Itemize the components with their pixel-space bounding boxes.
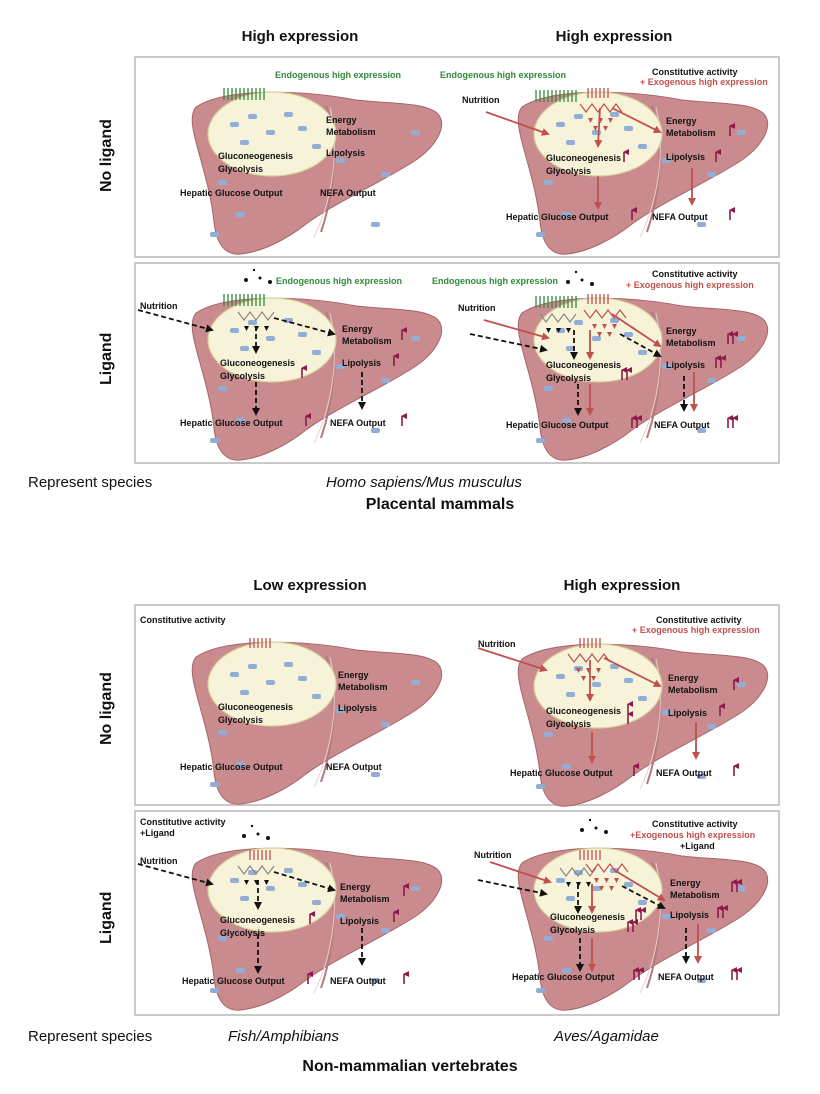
br-nefa-label: NEFA Output [656, 768, 712, 778]
cr-metabolism-label: Metabolism [670, 890, 720, 900]
lr-constitutive-label: Constitutive activity [652, 269, 738, 279]
bottom-left-column-heading: Low expression [253, 577, 367, 594]
tl-gluconeogenesis-label: Gluconeogenesis [218, 151, 294, 161]
lr-hgo-label: Hepatic Glucose Output [506, 420, 609, 430]
bottom-species-left: Fish/Amphibians [228, 1028, 339, 1045]
cl-constitutive-label: Constitutive activity [140, 817, 226, 827]
top-species: Homo sapiens/Mus musculus [326, 474, 522, 491]
cl-nutrition-label: Nutrition [140, 856, 178, 866]
bl-nefa-label: NEFA Output [326, 762, 382, 772]
cl-metabolism-label: Metabolism [340, 894, 390, 904]
cr-gluconeogenesis-label: Gluconeogenesis [550, 912, 626, 922]
cr-hgo-label: Hepatic Glucose Output [512, 972, 615, 982]
ll-glycolysis-label: Glycolysis [220, 371, 266, 381]
tr-glycolysis-label: Glycolysis [546, 166, 592, 176]
tr-endogenous-label: Endogenous high expression [440, 70, 567, 80]
bottom-species-right: Aves/Agamidae [554, 1028, 659, 1045]
bottom-species-label: Represent species [28, 1028, 153, 1045]
cl-hgo-label: Hepatic Glucose Output [182, 976, 285, 986]
lr-endogenous-label: Endogenous high expression [432, 276, 559, 286]
cr-energy-label: Energy [670, 878, 701, 888]
bl-energy-label: Energy [338, 670, 369, 680]
tl-metabolism-label: Metabolism [326, 127, 376, 137]
top-left-column-heading: High expression [241, 28, 359, 45]
lr-exogenous-label: + Exogenous high expression [626, 280, 754, 290]
top-row-label-ligand: Ligand [98, 332, 115, 385]
tl-glycolysis-label: Glycolysis [218, 164, 264, 174]
bottom-row-label-ligand: Ligand [98, 891, 115, 944]
bottom-right-column-heading: High expression [563, 577, 681, 594]
cl-plus-ligand-label: +Ligand [140, 828, 175, 838]
br-hgo-label: Hepatic Glucose Output [510, 768, 613, 778]
lr-nefa-label: NEFA Output [654, 420, 710, 430]
lr-gluconeogenesis-label: Gluconeogenesis [546, 360, 622, 370]
br-glycolysis-label: Glycolysis [546, 719, 592, 729]
top-species-label: Represent species [28, 474, 153, 491]
cr-constitutive-label: Constitutive activity [652, 819, 738, 829]
tr-nutrition-label: Nutrition [462, 95, 500, 105]
bl-glycolysis-label: Glycolysis [218, 715, 264, 725]
br-nutrition-label: Nutrition [478, 639, 516, 649]
ll-metabolism-label: Metabolism [342, 336, 392, 346]
cl-energy-label: Energy [340, 882, 371, 892]
cr-plus-ligand-label: +Ligand [680, 841, 715, 851]
tl-endogenous-label: Endogenous high expression [275, 70, 402, 80]
tr-constitutive-label: Constitutive activity [652, 67, 738, 77]
br-lipolysis-label: Lipolysis [668, 708, 708, 718]
cr-nutrition-label: Nutrition [474, 850, 512, 860]
cr-exogenous-label: +Exogenous high expression [630, 830, 756, 840]
top-right-column-heading: High expression [555, 28, 673, 45]
lr-metabolism-label: Metabolism [666, 338, 716, 348]
lr-lipolysis-label: Lipolysis [666, 360, 706, 370]
lr-glycolysis-label: Glycolysis [546, 373, 592, 383]
bl-metabolism-label: Metabolism [338, 682, 388, 692]
bl-gluconeogenesis-label: Gluconeogenesis [218, 702, 294, 712]
ll-endogenous-label: Endogenous high expression [276, 276, 403, 286]
top-right-no-ligand-diagram [486, 88, 768, 254]
tr-lipolysis-label: Lipolysis [666, 152, 706, 162]
tr-energy-label: Energy [666, 116, 697, 126]
lr-energy-label: Energy [666, 326, 697, 336]
bl-constitutive-label: Constitutive activity [140, 615, 226, 625]
bottom-group-title: Non-mammalian vertebrates [302, 1058, 518, 1075]
br-energy-label: Energy [668, 673, 699, 683]
ll-nefa-label: NEFA Output [330, 418, 386, 428]
top-group-title: Placental mammals [365, 496, 515, 513]
cl-nefa-label: NEFA Output [330, 976, 386, 986]
br-constitutive-label: Constitutive activity [656, 615, 742, 625]
bottom-row-label-no-ligand: No ligand [98, 672, 115, 745]
top-row-label-no-ligand: No ligand [98, 119, 115, 192]
tr-exogenous-label: + Exogenous high expression [640, 77, 768, 87]
cr-nefa-label: NEFA Output [658, 972, 714, 982]
tr-gluconeogenesis-label: Gluconeogenesis [546, 153, 622, 163]
cl-gluconeogenesis-label: Gluconeogenesis [220, 915, 296, 925]
tl-lipolysis-label: Lipolysis [326, 148, 366, 158]
br-metabolism-label: Metabolism [668, 685, 718, 695]
tr-metabolism-label: Metabolism [666, 128, 716, 138]
tl-hgo-label: Hepatic Glucose Output [180, 188, 283, 198]
br-gluconeogenesis-label: Gluconeogenesis [546, 706, 622, 716]
ll-lipolysis-label: Lipolysis [342, 358, 382, 368]
tl-energy-label: Energy [326, 115, 357, 125]
cr-lipolysis-label: Lipolysis [670, 910, 710, 920]
ll-hgo-label: Hepatic Glucose Output [180, 418, 283, 428]
tl-nefa-label: NEFA Output [320, 188, 376, 198]
ll-energy-label: Energy [342, 324, 373, 334]
cl-glycolysis-label: Glycolysis [220, 928, 266, 938]
cr-glycolysis-label: Glycolysis [550, 925, 596, 935]
ll-nutrition-label: Nutrition [140, 301, 178, 311]
bl-hgo-label: Hepatic Glucose Output [180, 762, 283, 772]
tr-hgo-label: Hepatic Glucose Output [506, 212, 609, 222]
tr-nefa-label: NEFA Output [652, 212, 708, 222]
bottom-right-no-ligand-diagram [478, 638, 768, 806]
br-exogenous-label: + Exogenous high expression [632, 625, 760, 635]
ll-gluconeogenesis-label: Gluconeogenesis [220, 358, 296, 368]
bl-lipolysis-label: Lipolysis [338, 703, 378, 713]
lr-nutrition-label: Nutrition [458, 303, 496, 313]
cl-lipolysis-label: Lipolysis [340, 916, 380, 926]
